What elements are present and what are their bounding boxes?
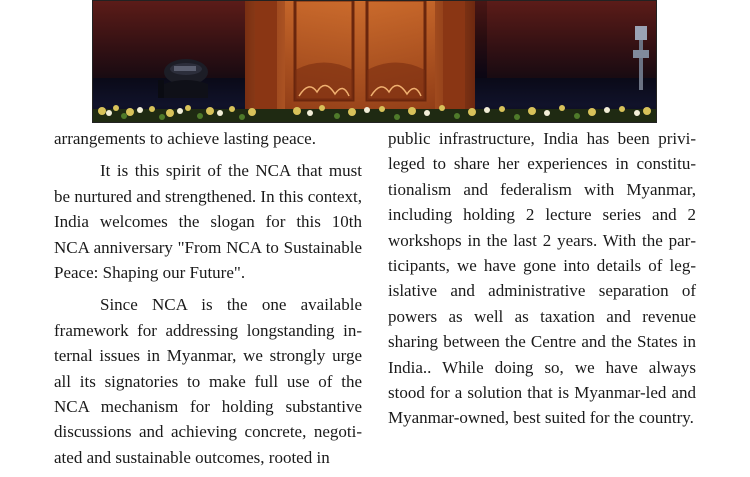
camera-icon bbox=[150, 58, 220, 98]
paragraph-continuation: arrangements to achieve lasting peace. bbox=[54, 129, 316, 148]
event-photo bbox=[92, 0, 657, 123]
left-text-column bbox=[54, 126, 362, 477]
flowers-icon bbox=[92, 99, 657, 123]
paragraph-nca-framework: Since NCA is the one available framework for addressing longstanding internal issues in Myanmar, we strongly urge all its signatories to make full use of the NCA mechanism for holding substantive discussions and achieving concrete, negotiated and sustainable outcomes, rooted in bbox=[54, 295, 362, 467]
stage-equipment-icon bbox=[627, 20, 655, 90]
right-text-column bbox=[388, 126, 696, 438]
paragraph-india-experience: public infrastructure, India has been privileged to share her experiences in constitutionalism and federalism with Myanmar, including holding 2 lecture series and 2 workshops in the last 2 years. With the participants, we have gone into details of legislative and administrative separation of powers as well as taxation and revenue sharing between the Centre and the States in India.. While doing so, we have always stood for a solution that is Myanmar-led and Myanmar-owned, best suited for the country. bbox=[388, 129, 696, 428]
paragraph-nca-spirit: It is this spirit of the NCA that must be nurtured and strengthened. In this context, India welcomes the slogan for this 10th NCA anniversary "From NCA to Sustainable Peace: Shaping our Future". bbox=[54, 161, 362, 283]
